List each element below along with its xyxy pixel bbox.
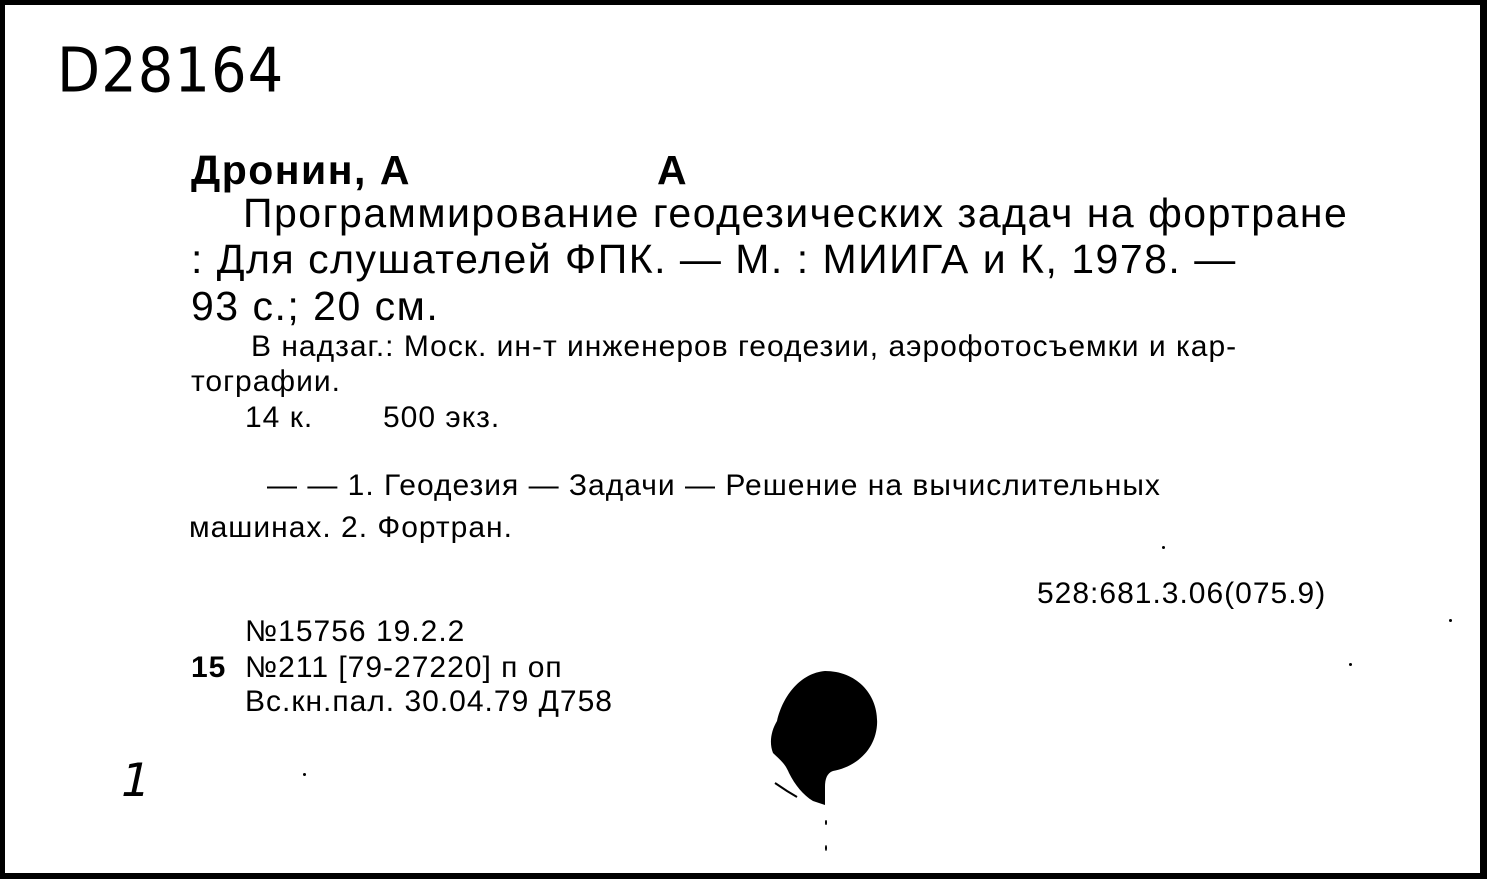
handwritten-number: D28164 xyxy=(57,35,285,107)
registration-line-1: №15756 19.2.2 xyxy=(245,615,466,648)
subject-line-1: — — 1. Геодезия — Задачи — Решение на вычислительных xyxy=(267,469,1161,502)
author-surname: Дронин, А xyxy=(191,147,411,193)
speck xyxy=(1349,663,1352,666)
registration-line-3: Вс.кн.пал. 30.04.79 Д758 xyxy=(245,685,613,718)
speck xyxy=(1162,546,1165,549)
speck xyxy=(825,820,827,825)
title-line-1: Программирование геодезических задач на фортране xyxy=(243,190,1349,236)
note-line-2: тографии. xyxy=(191,365,341,398)
note-line-1: В надзаг.: Моск. ин-т инженеров геодезии, аэрофотосъемки и кар- xyxy=(251,330,1238,363)
registration-line-2: №211 [79-27220] п оп xyxy=(245,651,563,684)
title-line-2: : Для слушателей ФПК. — М. : МИИГА и К, 1978. — xyxy=(191,236,1237,282)
speck xyxy=(1449,619,1452,622)
registration-prefix: 15 xyxy=(191,651,227,684)
title-line-3: 93 с.; 20 см. xyxy=(191,283,440,329)
speck xyxy=(303,773,306,776)
copies: 500 экз. xyxy=(383,401,501,434)
author-initial: А xyxy=(657,147,689,193)
punch-hole xyxy=(757,667,887,812)
handwritten-mark: 1 xyxy=(115,753,157,807)
price: 14 к. xyxy=(245,401,314,434)
classification-code: 528:681.3.06(075.9) xyxy=(1037,577,1327,610)
subject-line-2: машинах. 2. Фортран. xyxy=(189,511,513,544)
speck xyxy=(825,845,827,851)
